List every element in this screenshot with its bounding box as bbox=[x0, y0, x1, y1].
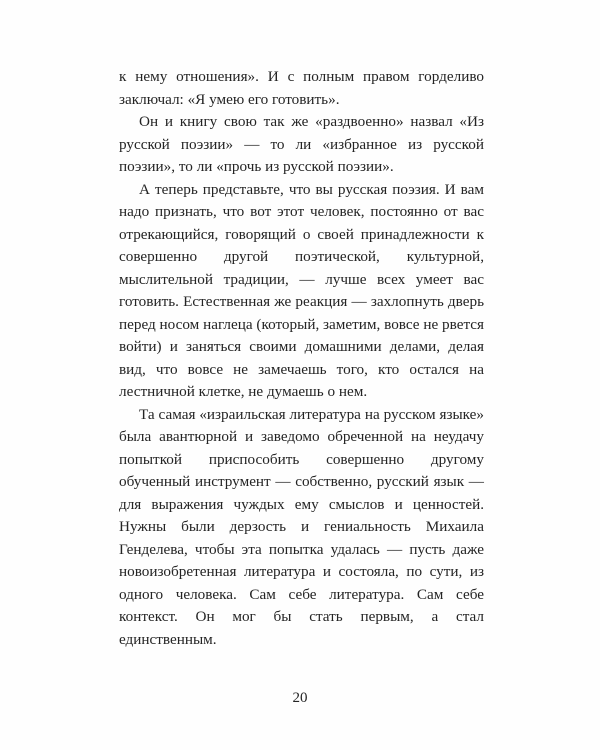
paragraph-continuation: к нему отношения». И с полным правом горделиво заключал: «Я умею его готовить». bbox=[119, 68, 484, 108]
paragraph-book-title: Он и книгу свою так же «раздвоенно» назвал «Из русской поэзии» — то ли «избранное из русской поэзии», то ли «прочь из русской поэзии». bbox=[119, 113, 484, 175]
paragraph-russian-poetry: А теперь представьте, что вы русская поэзия. И вам надо признать, что вот этот человек, постоянно от вас отрекающийся, говорящий о своей принадлежности к совершенно другой поэтической, культурной, мыслительной традиции, — лучше всех умеет вас готовить. Естественная же реакция — захлопнуть дверь перед носом наглеца (который, заметим, вовсе не рвется войти) и заняться своими домашними делами, делая вид, что вовсе не замечаешь того, кто остался на лестничной клетке, не думаешь о нем. bbox=[119, 180, 484, 400]
paragraph-israeli-literature: Та самая «израильская литература на русском языке» была авантюрной и заведомо обреченной на неудачу попыткой приспособить совершенно другому обученный инструмент — собственно, русский язык — для выражения чуждых ему смыслов и ценностей. Нужны были дерзость и гениальность Михаила Генделева, чтобы эта попытка удалась — пусть даже новоизобретенная литература и состояла, по сути, из одного человека. Сам себе литература. Сам себе контекст. Он мог бы стать первым, а стал единственным. bbox=[119, 405, 484, 648]
body-text bbox=[119, 66, 484, 651]
page-number: 20 bbox=[292, 690, 308, 706]
